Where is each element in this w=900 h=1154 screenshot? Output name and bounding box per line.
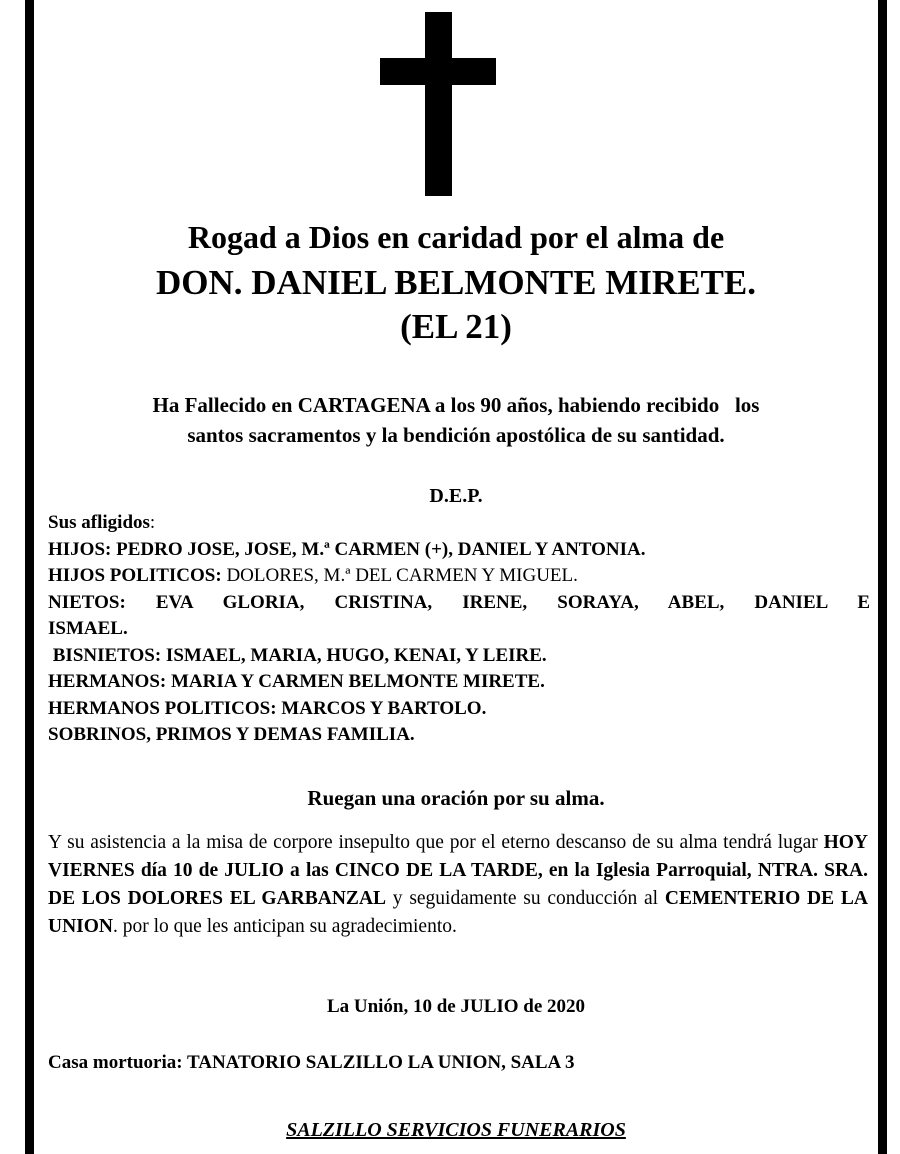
family-nietos-line1: NIETOS: EVA GLORIA, CRISTINA, IRENE, SORAYA, ABEL, DANIEL E	[48, 591, 870, 613]
right-border	[878, 0, 887, 1154]
afligidos-label: Sus afligidos	[48, 512, 150, 533]
family-hermanos: HERMANOS: MARIA Y CARMEN BELMONTE MIRETE.	[48, 671, 545, 692]
death-announcement-line1: Ha Fallecido en CARTAGENA a los 90 años, habiendo recibido los	[152, 393, 760, 417]
family-list	[48, 510, 870, 749]
family-sobrinos: SOBRINOS, PRIMOS Y DEMAS FAMILIA.	[48, 724, 415, 745]
cross-horizontal-bar	[380, 58, 496, 85]
mass-text-3: . por lo que les anticipan su agradecimiento.	[113, 916, 457, 937]
mass-text-2: y seguidamente su conducción al	[386, 888, 665, 909]
hijos-politicos-label: HIJOS POLITICOS:	[48, 565, 222, 586]
deceased-nickname: (EL 21)	[400, 307, 512, 346]
cross-icon	[380, 12, 496, 196]
mass-datetime-place: HOY VIERNES día 10 de JULIO a las CINCO DE LA TARDE, en la Iglesia Parroquial, NTRA. SRA. DE LOS DOLORES EL GARBANZAL	[48, 832, 868, 909]
family-hijos: HIJOS: PEDRO JOSE, JOSE, M.ª CARMEN (+), DANIEL Y ANTONIA.	[48, 538, 646, 560]
place-date: La Unión, 10 de JULIO de 2020	[326, 996, 586, 1017]
death-announcement-line2: santos sacramentos y la bendición apostólica de su santidad.	[187, 423, 725, 447]
family-bisnietos: BISNIETOS: ISMAEL, MARIA, HUGO, KENAI, Y LEIRE.	[48, 644, 547, 666]
hijos-politicos-names: DOLORES, M.ª DEL CARMEN Y MIGUEL.	[221, 565, 578, 586]
header-prayer-line: Rogad a Dios en caridad por el alma de	[187, 219, 725, 255]
family-hermanos-politicos: HERMANOS POLITICOS: MARCOS Y BARTOLO.	[48, 697, 487, 719]
mass-cemetery: CEMENTERIO DE LA UNION	[48, 888, 868, 937]
prayer-request: Ruegan una oración por su alma.	[307, 786, 605, 810]
death-announcement	[40, 390, 872, 450]
funeral-service-signature: SALZILLO SERVICIOS FUNERARIOS	[286, 1119, 626, 1141]
mass-text-1: Y su asistencia a la misa de corpore insepulto que por el eterno descanso de su alma tendrá lugar	[48, 832, 824, 853]
family-afligidos	[48, 510, 870, 537]
family-nietos-line2: ISMAEL.	[48, 618, 128, 639]
cross-vertical-bar	[425, 12, 452, 196]
afligidos-colon: :	[149, 512, 156, 533]
funeral-home: Casa mortuoria: TANATORIO SALZILLO LA UNION, SALA 3	[48, 1052, 575, 1073]
mass-paragraph	[48, 829, 868, 941]
deceased-name: DON. DANIEL BELMONTE MIRETE.	[156, 263, 756, 302]
dep-heading: D.E.P.	[429, 485, 483, 507]
family-hijos-politicos	[48, 563, 870, 590]
left-border	[25, 0, 34, 1154]
